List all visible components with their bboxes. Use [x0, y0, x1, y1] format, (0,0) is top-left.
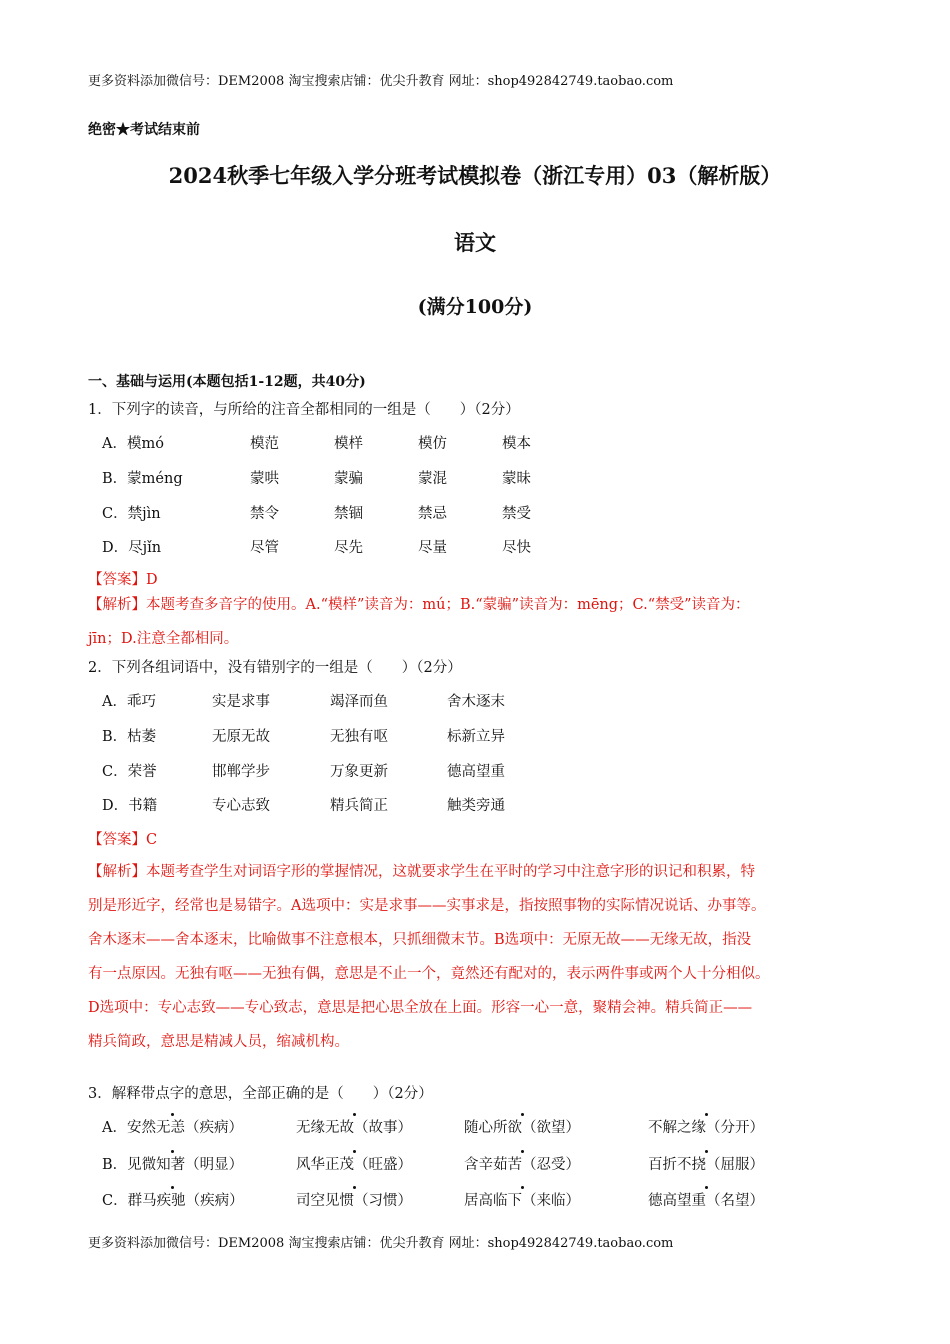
- option-word: 禁忌: [418, 506, 447, 522]
- option-word: 竭泽而鱼: [330, 694, 388, 710]
- dotted-character: 恙: [170, 1116, 185, 1137]
- option-word: 禁令: [250, 506, 279, 522]
- option-word: 尽先: [334, 540, 363, 556]
- option-item: [296, 1153, 412, 1174]
- option-text: 下（来临）: [507, 1193, 580, 1209]
- option-text: （疾病）: [184, 1120, 243, 1136]
- option-label: A．模mó: [102, 436, 164, 452]
- option-item: [102, 1153, 243, 1174]
- option-text: （习惯）: [354, 1193, 412, 1209]
- option-word: 无独有呕: [330, 729, 388, 745]
- option-text: （故事）: [354, 1120, 412, 1136]
- option-text: 司空见: [296, 1193, 340, 1209]
- option-item: [296, 1116, 412, 1137]
- option-label: C．禁jìn: [102, 506, 161, 522]
- option-word: 精兵简正: [330, 798, 388, 814]
- page-title: 2024秋季七年级入学分班考试模拟卷（浙江专用）03（解析版）: [168, 163, 782, 188]
- subject-title: 语文: [454, 230, 496, 255]
- option-word: 尽管: [250, 540, 279, 556]
- option-label: D．书籍: [102, 798, 158, 814]
- option-item: [464, 1116, 580, 1137]
- option-text: （欲望）: [522, 1120, 580, 1136]
- option-word: 禁受: [502, 506, 531, 522]
- option-word: 尽量: [418, 540, 447, 556]
- explanation-line: 舍木逐末——舍本逐末，比喻做事不注意根本，只抓细微末节。B选项中：无原无故——无缘无故，指没: [88, 932, 752, 948]
- question-1-stem: 1．下列字的读音，与所给的注音全都相同的一组是（ ）（2分）: [88, 402, 520, 418]
- option-word: 尽快: [502, 540, 531, 556]
- option-text: 含辛: [464, 1157, 493, 1173]
- question-1-answer: 【答案】D: [88, 572, 158, 588]
- option-text: 风华正: [296, 1157, 340, 1173]
- option-word: 触类旁通: [447, 798, 505, 814]
- option-word: 模本: [502, 436, 531, 452]
- option-text: A．安然无: [102, 1120, 171, 1136]
- option-word: 舍木逐末: [447, 694, 505, 710]
- question-3-stem: 3．解释带点字的意思，全部正确的是（ ）（2分）: [88, 1086, 433, 1102]
- secret-label: 绝密★考试结束前: [88, 122, 200, 138]
- option-item: [102, 1189, 244, 1210]
- option-text: 之缘（分开）: [677, 1120, 764, 1136]
- explanation-line: 有一点原因。无独有呕——无独有偶，意思是不止一个，竟然还有配对的，表示两件事或两个人十分相似。: [88, 966, 770, 982]
- option-word: 标新立异: [447, 729, 505, 745]
- dotted-character: 望: [677, 1189, 692, 1210]
- option-text: 百折不: [648, 1157, 692, 1173]
- option-word: 无原无故: [212, 729, 270, 745]
- option-word: 模样: [334, 436, 363, 452]
- option-label: A．乖巧: [102, 694, 156, 710]
- explanation-line: 精兵简政，意思是精减人员，缩减机构。: [88, 1034, 349, 1050]
- explanation-line: D选项中：专心志致——专心致志，意思是把心思全放在上面。形容一心一意，聚精会神。精兵简正——: [88, 1000, 753, 1016]
- question-2-explanation: [88, 855, 878, 1059]
- option-text: 无缘无: [296, 1120, 340, 1136]
- option-label: B．枯萎: [102, 729, 157, 745]
- dotted-character: 茹: [493, 1153, 508, 1174]
- footer-note: 更多资料添加微信号：DEM2008 淘宝搜索店铺：优尖升教育 网址：shop492842749.taobao.com: [88, 1236, 674, 1251]
- full-score: (满分100分): [417, 296, 533, 318]
- question-2-answer: 【答案】C: [88, 832, 158, 848]
- dotted-character: 欲: [508, 1116, 523, 1137]
- option-label: C．荣誉: [102, 764, 157, 780]
- dotted-character: 解: [663, 1116, 678, 1137]
- option-word: 禁锢: [334, 506, 363, 522]
- header-note: 更多资料添加微信号：DEM2008 淘宝搜索店铺：优尖升教育 网址：shop492842749.taobao.com: [88, 74, 674, 89]
- option-word: 蒙骗: [334, 471, 363, 487]
- option-word: 蒙昧: [502, 471, 531, 487]
- dotted-character: 惯: [340, 1189, 355, 1210]
- dotted-character: 故: [340, 1116, 355, 1137]
- explanation-line: jīn；D.注意全都相同。: [88, 631, 239, 647]
- option-item: [464, 1189, 580, 1210]
- option-word: 模仿: [418, 436, 447, 452]
- option-text: 不: [648, 1120, 663, 1136]
- dotted-character: 疾: [157, 1189, 172, 1210]
- option-item: [102, 1116, 243, 1137]
- option-text: 驰（疾病）: [171, 1193, 244, 1209]
- option-word: 实是求事: [212, 694, 270, 710]
- option-label: D．尽jǐn: [102, 540, 162, 556]
- option-text: 随心所: [464, 1120, 508, 1136]
- option-text: （明显）: [185, 1157, 244, 1173]
- option-text: （旺盛）: [354, 1157, 412, 1173]
- dotted-character: 挠: [692, 1153, 707, 1174]
- option-word: 蒙哄: [250, 471, 279, 487]
- option-text: 苦（忍受）: [507, 1157, 580, 1173]
- explanation-line: 【解析】本题考查学生对词语字形的掌握情况，这就要求学生在平时的学习中注意字形的识记和积累，特: [88, 864, 755, 880]
- option-word: 蒙混: [418, 471, 447, 487]
- dotted-character: 茂: [340, 1153, 355, 1174]
- option-item: [296, 1189, 412, 1210]
- option-text: C．群马: [102, 1193, 157, 1209]
- option-word: 邯郸学步: [212, 764, 270, 780]
- option-word: 万象更新: [330, 764, 388, 780]
- option-item: [648, 1116, 764, 1137]
- dotted-character: 著: [171, 1153, 186, 1174]
- option-word: 专心志致: [212, 798, 270, 814]
- option-word: 模范: [250, 436, 279, 452]
- option-text: B．见微知: [102, 1157, 171, 1173]
- option-text: 居高: [464, 1193, 493, 1209]
- option-item: [648, 1153, 764, 1174]
- question-1-explanation: [88, 588, 878, 656]
- option-item: [648, 1189, 764, 1210]
- explanation-line: 【解析】本题考查多音字的使用。A.“模样”读音为：mú；B.“蒙骗”读音为：mēng；C.“禁受”读音为：: [88, 597, 750, 613]
- question-2-stem: 2．下列各组词语中，没有错别字的一组是（ ）（2分）: [88, 660, 462, 676]
- section-heading: 一、基础与运用(本题包括1-12题，共40分): [88, 374, 366, 390]
- option-text: （屈服）: [706, 1157, 764, 1173]
- dotted-character: 临: [493, 1189, 508, 1210]
- option-label: B．蒙méng: [102, 471, 183, 487]
- option-text: 德高: [648, 1193, 677, 1209]
- option-text: 重（名望）: [691, 1193, 764, 1209]
- option-item: [464, 1153, 580, 1174]
- option-word: 德高望重: [447, 764, 505, 780]
- explanation-line: 别是形近字，经常也是易错字。A选项中：实是求事——实事求是，指按照事物的实际情况说话、办事等。: [88, 898, 766, 914]
